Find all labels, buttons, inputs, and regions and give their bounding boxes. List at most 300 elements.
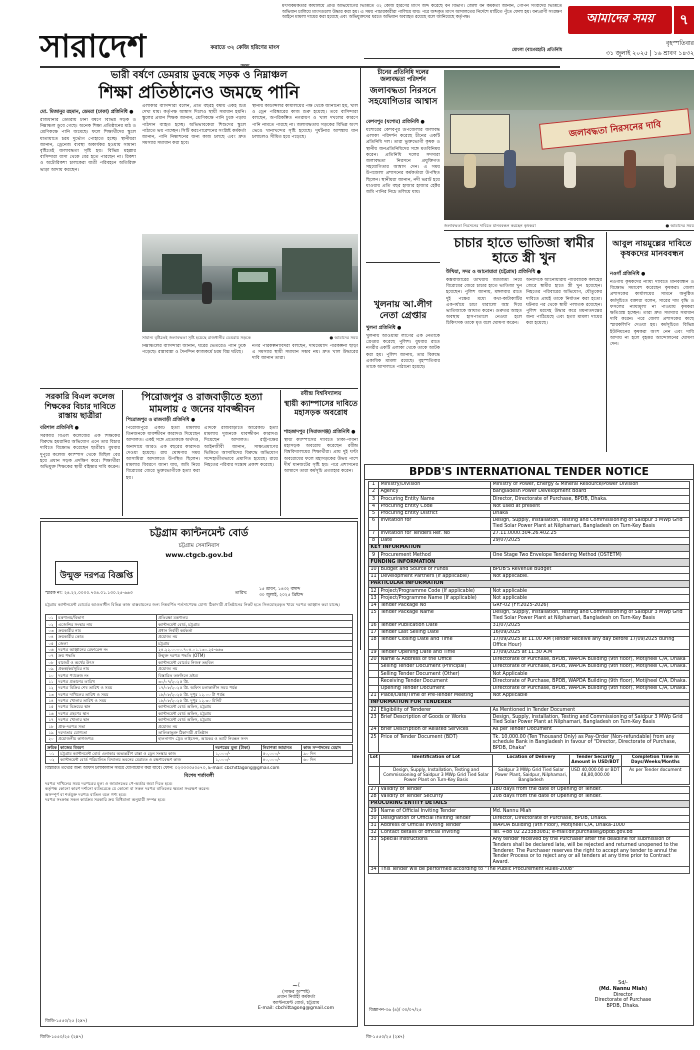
row-key: Brief Description of Goods or Works (379, 714, 491, 727)
row-value: Directorate of Purchase, BPDB, WAPDA Building (9th floor), Motijheel C/A, Dhaka (491, 656, 690, 663)
row-number: ০৭ (46, 653, 57, 659)
table-section-row (369, 700, 690, 707)
row-value: Not applicable. (491, 573, 690, 580)
table-row (369, 503, 690, 510)
flood-photo-caption: সামান্য বৃষ্টিতেই জলাবদ্ধতা সৃষ্টি হয়েছে রাজধানীর ডেমরায় সড়কে ● আমাদের সময় (142, 335, 358, 340)
row-value: বিস্তারিত তফসিলে দ্রষ্টব্য (157, 672, 353, 678)
table-header-row (369, 754, 690, 766)
table-row (369, 602, 690, 609)
row-number: ০৩ (46, 627, 57, 633)
row-value: প্রযোজ্য নয় (157, 723, 353, 729)
column-header: Identification of Lot (379, 754, 493, 766)
row-value: 27.11.0000.304.26.402.25 (491, 530, 690, 537)
murder-byline: উখিয়া, সদর ও আনোয়ারা (চট্টগ্রাম) প্রতিনিধি ● (446, 270, 541, 275)
row-key: দরপত্র দাখিলের তারিখ ও সময় (57, 691, 157, 697)
row-value: 16/09/2025 (491, 629, 690, 636)
bpdb-footer-ref: বিজ্ঞাপন-৩৬ (৪)/ ৩০/০৭/২৫ (369, 1008, 422, 1013)
protest-photo-caption: জলাবদ্ধতা নিরসনের দাবিতে মানববন্ধন করছেন কৃষকরা ● আমাদের সময় (444, 223, 694, 228)
delivery-location: Saidpur 3 MWp Grid Tied Solar Power Plant, Saidpur, Nilphamari, Bangladesh (493, 767, 570, 785)
row-key: মন্ত্রণালয়/বিভাগ (57, 615, 157, 621)
flood-cont-1: নিম্নাঞ্চলের বাসিন্দারা জানান, ঘরের ভেতরেও পানি ঢুকে পড়েছে। রান্নাবান্না ও দৈনন্দিন কাজকর্মে চরম বিঘ্ন ঘটছে। (142, 344, 246, 356)
row-value: 31/07/2025 (491, 622, 690, 629)
column-header: দরপত্রের মূল্য (টাকা) (214, 744, 261, 750)
page-number: ৭ (674, 6, 694, 34)
table-row (369, 664, 690, 671)
row-key: Validity of Tender (379, 786, 491, 793)
cantonment-date-1: ১৫ শ্রাবণ, ১৪৩২ বঙ্গাব্দ (259, 587, 301, 592)
teaser-box: করাতে ৩২ কেজি হরিণের মাংস (210, 45, 280, 51)
column-header: Lot (369, 754, 380, 766)
table-section-row (369, 559, 690, 566)
table-row (369, 727, 690, 734)
row-number: 19 (370, 650, 377, 656)
row-key: Tender Opening Date and Time (379, 649, 491, 656)
row-number: 24 (370, 727, 377, 733)
murder-col-1: কক্সবাজারের উখিয়ায় জমিজমা নিয়ে বিরোধের জেরে চাচার হাতে ভাতিজা খুন হয়েছেন। পুলিশ জানায়, মঙ্গলবার রাতে দুই পক্ষের মধ্যে কথা-কাটাকাটির একপর্যায়ে চাচা ধারালো অস্ত্র দিয়ে ভাতিজাকে আঘাত করেন। গুরুতর আহত অবস্থায় হাসপাতালে নেওয়া হলে চিকিৎসক তাকে মৃত বলে ঘোষণা করেন। (446, 278, 522, 327)
row-number: ২০ (46, 736, 57, 742)
row-value: Md. Nannu Miah (491, 808, 690, 815)
row-value: One Stage Two Envelope Tendering Method (OSTETM) (491, 552, 690, 559)
table-row (369, 866, 690, 873)
table-row (369, 496, 690, 503)
row-value: ২৪.২২.০০০০.৭০৪.০১.১৩০.২৫-৬৬৩ (157, 646, 353, 652)
cantonment-subtitle: চট্টগ্রাম সেনানিবাস (178, 543, 220, 549)
row-number: 25 (369, 734, 379, 752)
row-key: Invitation for (379, 517, 491, 530)
row-number: 20 (370, 657, 377, 663)
row-number: ১৩ (46, 691, 57, 697)
cantonment-footer-ref: জিডি-১৫৫০/২৫ (২x৭) (45, 1019, 88, 1024)
row-key: Budget and Source of Funds (379, 566, 491, 573)
row-value: প্রযোজ্য নয় (157, 634, 353, 640)
page-date: ৩১ জুলাই ২০২৫ | ১৬ শ্রাবণ ১৪৩২ (605, 50, 694, 57)
row-value: প্রধান নির্বাহী কর্মকর্তা (157, 627, 353, 633)
row-value: Directorate of Purchase, BPDB, WAPDA Building (9th floor), Motijheel C/A, Dhaka. (491, 685, 690, 692)
row-number (369, 664, 379, 671)
condition-item: দরপত্র দাখিলের সময় দরপত্রের মূল্য ও জামানতের পে-অর্ডার জমা দিতে হবে। (45, 781, 173, 787)
cantonment-tender-ad (40, 521, 358, 1027)
row-value: Design, Supply, Installation, Testing and Commissioning of Saidpur 3 MWp Grid Tied Solar Power Plant at Nilphamari, Bangladesh on Turn-Key Basis (491, 609, 690, 622)
row-key: Invitation for Tenders Ref. No (379, 530, 491, 537)
row-number (369, 671, 379, 678)
row-key: দরপত্র খোলার তারিখ ও সময় (57, 697, 157, 703)
row-value: 29/07/2025 (491, 537, 690, 544)
divider (40, 518, 358, 519)
row-key: দরপত্র খোলার স্থান (57, 717, 157, 723)
row-number: 14 (370, 602, 377, 608)
row-number: ১০ (46, 672, 57, 678)
row-number: 29 (370, 808, 377, 814)
row-key: Tender Package No (379, 602, 491, 609)
protest-kicker: চীনের প্রতিনিধি দলের জলাবদ্ধতা পরিদর্শন (377, 70, 429, 83)
table-row (369, 678, 690, 685)
table-row (369, 808, 690, 815)
column-header: Tender Security Amount in USD/BDT (571, 755, 620, 766)
row-number: 3 (369, 496, 379, 503)
row-value: 17/09/2025 at 11.00 AM (Tender Receive any day before 17/09/2025 during Office Hour) (491, 636, 690, 649)
bpdb-signature-block: Sd/- (Md. Nannu Miah) Director Directorate of Purchase BPDB, Dhaka. (594, 981, 652, 1010)
row-value: ক্যান্টনমেন্ট বোর্ড অফিস, চট্টগ্রাম (157, 717, 353, 723)
row-key: ক্রয় পদ্ধতি (57, 653, 157, 659)
row-key: দরপত্র আহ্বানের রেফারেন্স নং (57, 646, 157, 652)
column-header: Location of Delivery (493, 754, 570, 766)
row-value: BPDB'S Revenue Budget (491, 566, 690, 573)
row-number: 9 (369, 552, 379, 559)
row-number: 13 (370, 595, 377, 601)
row-number: ০২ (46, 757, 59, 763)
table-row (369, 489, 690, 496)
row-number: ১১ (46, 678, 57, 684)
rabindra-kicker: রবীন্দ্র বিশ্ববিদ্যালয় (300, 391, 342, 397)
table-section-row (369, 801, 690, 808)
column-header: নিরাপত্তা জামানত (261, 744, 302, 750)
column-header: কাজের বিবরণ (59, 744, 214, 750)
row-number: 31 (370, 823, 377, 828)
row-number: 8 (369, 537, 379, 544)
protest-photo (444, 70, 694, 220)
pirojpur-headline: পিরোজপুর ও রাজবাড়ীতে হত্যা মামলায় ৫ জনের যাবজ্জীবন (141, 392, 263, 415)
table-row (369, 767, 690, 785)
row-number: 22 (370, 707, 377, 713)
row-value: 208 days from the date of Opening of Tender. (491, 793, 690, 800)
row-key: দরদাতার যোগ্যতা (57, 729, 157, 735)
row-key: Tender Last Selling Date (379, 629, 491, 636)
row-value: WAPDA Building (9th Floor), Motijheel C/A, Dhaka-1000 (491, 822, 690, 829)
row-key: দরপত্র বিক্রির শেষ তারিখ ও সময় (57, 685, 157, 691)
row-value: 180 days from the date of Opening of Tender. (491, 786, 690, 793)
row-value: হালনাগাদ ট্রেড লাইসেন্স, আয়কর ও ভ্যাট নিবন্ধন সনদ (157, 736, 353, 742)
row-number: 30 (370, 815, 377, 821)
table-row (369, 482, 690, 489)
lot-identification: Design, Supply, Installation, Testing and Commissioning of Saidpur 3 MWp Grid Tied Solar Power Plant on Turn-Key Basis (379, 767, 493, 785)
cantonment-signature-block: ~ᶩ (সাক্ষর অস্পষ্ট) প্রধান নির্বাহী কর্মকর্তা ক্যান্টনমেন্ট বোর্ড, চট্টগ্রাম E-mail: cbchittagong@gmail.com (241, 984, 351, 1012)
table-section-row (369, 581, 690, 588)
condition-item: কর্তৃপক্ষ কোনো কারণ দর্শানো ব্যতিরেকে যে কোনো বা সকল দরপত্র বাতিলের ক্ষমতা সংরক্ষণ করেন। (45, 786, 210, 792)
row-key: Receiving Tender Document (379, 678, 491, 685)
row-value: Design, Supply, Installation, Testing and Commissioning of Saidpur 3 MWp Grid Tied Solar Power Plant at Nilphamari, Bangladesh on Turn-Key Basis (491, 517, 690, 530)
security-amount: ৪০,০০০/- (261, 757, 302, 763)
row-number: 7 (369, 530, 379, 537)
row-value: 17/09/2025 at 11.30 A.M (491, 649, 690, 656)
cantonment-memo: স্মারক নং: ২৪.২২.০০০০.৭০৪.০১.১৩০.২৫-৬৬৩ (45, 591, 133, 596)
row-value: Director, Directorate of Purchase, BPDB, Dhaka. (491, 815, 690, 822)
row-value: Not used at present (491, 503, 690, 510)
row-value: Dhaka (491, 510, 690, 517)
row-value: ক্যান্টনমেন্ট বোর্ড অফিস, চট্টগ্রাম (157, 704, 353, 710)
row-number: 2 (369, 489, 379, 496)
row-value: Ministry of Power, Energy & Mineral Resource/Power Division (491, 482, 690, 489)
row-value: Not applicable (491, 588, 690, 595)
cantonment-date-2: ৩০ জুলাই, ২০২৫ খ্রিষ্টাব্দ (259, 593, 304, 598)
row-value: Design, Supply, Installation, Testing and Commissioning of Saidpur 3 MWp Grid Tied Solar Power Plant at Nilphamari, Bangladesh on Turn-Key Basis (491, 714, 690, 727)
pirojpur-col-2: এদিকে রাজবাড়ীতে আরেকটি হত্যা মামলায় দুজনকে যাবজ্জীবন কারাদণ্ড দিয়েছেন আদালত। রাষ্ট্রপক্ষের আইনজীবী জানান, সাক্ষ্যপ্রমাণের ভিত্তিতে আসামিদের বিরুদ্ধে অভিযোগ সন্দেহাতীতভাবে প্রমাণিত হয়েছে। রায়ে নিহতের পরিবার সন্তোষ প্রকাশ করেছে। (204, 426, 278, 469)
cantonment-contact: বিস্তারিত তথ্যের জন্য অফিস চলাকালীন সময়ে যোগাযোগ করা যাবে। ফোন: ০২৩৩৩৩৫০৫৭০, E-mail: cbchittagong@gmail.com (45, 765, 280, 771)
row-number: ০৬ (46, 646, 57, 652)
khulna-headline: খুলনায় আ.লীগ নেতা গ্রেপ্তার (373, 300, 433, 321)
row-number: ০৯ (46, 666, 57, 672)
table-row (369, 636, 690, 649)
pirojpur-col-1: পিরোজপুরে একটি হত্যা মামলায় তিনজনকে যাবজ্জীবন কারাদণ্ড দিয়েছেন আদালত। একই সঙ্গে প্রত্যেককে অর্থদণ্ড, অনাদায়ে আরও এক বছরের কারাদণ্ড দেওয়া হয়েছে। রায় ঘোষণার সময় আসামিরা আদালতে উপস্থিত ছিলেন। মামলার বিবরণে জানা যায়, জমি নিয়ে বিরোধের জেরে ভুক্তভোগীকে হত্যা করা হয়। (126, 426, 200, 481)
row-number: 1 (369, 482, 379, 489)
table-row (369, 530, 690, 537)
newspaper-logo: আমাদের সময় (568, 6, 672, 34)
row-value: Tk. 10,000.00 (Ten Thousand Only) as Pay-Order (Non-refundable) from any schedule Bank in Bangladesh in favour of "Director, Directorate of Purchase, BPDB, Dhaka" (491, 734, 690, 752)
row-number: ০১ (46, 615, 57, 621)
protest-banner: জলাবদ্ধতা নিরসনের দাবি (539, 108, 691, 150)
rabindra-body: স্থায়ী ক্যাম্পাসের দাবিতে ঢাকা-পাবনা মহাসড়ক অবরোধ করেছেন রবীন্দ্র বিশ্ববিদ্যালয়ের শিক্ষার্থীরা। প্রায় দুই ঘণ্টা অবরোধের ফলে মহাসড়কের উভয় পাশে দীর্ঘ যানজটের সৃষ্টি হয়। পরে প্রশাসনের আশ্বাসে তারা কর্মসূচি প্রত্যাহার করেন। (284, 438, 358, 475)
row-key: Procuring Entity District (379, 510, 491, 517)
row-key: ক্রয়কারীর নাম (57, 627, 157, 633)
row-key: দরপত্র প্যাকেজ নং (57, 672, 157, 678)
row-number: ১৫ (46, 704, 57, 710)
row-number: 11 (370, 574, 377, 580)
row-value: চট্টগ্রাম (157, 640, 353, 646)
row-key: Selling Tender Document (Principal) (379, 664, 491, 671)
row-key: Date (379, 537, 491, 544)
security-amount: ৫০,০০০/- (261, 750, 302, 756)
row-number: ১৮ (46, 723, 57, 729)
row-value: ১৭/০৮/২০২৫ খ্রি. অফিস চলাকালীন সময় পর্যন্ত (157, 685, 353, 691)
table-row (369, 566, 690, 573)
table-row (369, 822, 690, 829)
row-key: Name & Address of the Office (379, 656, 491, 663)
divider (122, 390, 123, 516)
rabindra-byline: শাহজাদপুর (সিরাজগঞ্জ) প্রতিনিধি ● (284, 430, 356, 435)
row-value: Not Applicable (491, 692, 690, 699)
row-key: Contact details of official Inviting (379, 829, 491, 836)
row-number: 33 (369, 837, 379, 867)
cantonment-notice-heading: উন্মুক্ত দরপত্র বিজ্ঞপ্তি (55, 561, 138, 585)
row-value: Not Applicable (491, 671, 690, 678)
row-number: 23 (369, 714, 379, 727)
table-row (369, 629, 690, 636)
row-value: Bangladesh Power Development Board (491, 489, 690, 496)
divider (606, 232, 607, 452)
row-number: 15 (369, 609, 379, 622)
table-row (369, 649, 690, 656)
table-row (369, 837, 690, 867)
row-key: Address of Official Inviting Tender (379, 822, 491, 829)
row-number: ১৬ (46, 710, 57, 716)
bpdb-title: BPDB'S INTERNATIONAL TENDER NOTICE (365, 465, 693, 480)
section-label: PROCURING ENTITY DETAILS (369, 801, 690, 808)
section-label: PARTICULAR INFORMATION (369, 581, 690, 588)
row-key: জেলা (57, 640, 157, 646)
section-label: FUNDING INFORMATION (369, 559, 690, 566)
cantonment-works-table (45, 744, 353, 764)
row-value: Not applicable (491, 595, 690, 602)
column-header: ক্রমিক (47, 744, 57, 750)
row-number: 32 (370, 830, 377, 836)
row-number: ১৭ (46, 717, 57, 723)
protest-byline: কেশবপুর (যশোর) প্রতিনিধি ● (366, 120, 425, 125)
row-key: Procuring Entity Name (379, 496, 491, 503)
flood-col-2: এলাকার বাসিন্দারা বলেন, প্রতি বছরই বর্ষায় একই চিত্র দেখা যায়। কর্তৃপক্ষ আশ্বাস দিলেও স্থায়ী সমাধান হয়নি। স্কুলের প্রধান শিক্ষক জানান, শ্রেণিকক্ষে পানি ঢুকে পড়ায় পাঠদান ব্যাহত হচ্ছে। অভিভাবকেরা শিশুদের স্কুলে পাঠাতে ভয় পাচ্ছেন। সিটি করপোরেশনের সংশ্লিষ্ট কর্মকর্তা জানান, পানি নিষ্কাশনের জন্য কাজ চলছে এবং দ্রুত সমস্যার সমাধান করা হবে। (142, 104, 246, 147)
row-key: Special Instructions (379, 837, 491, 867)
row-number: ০৫ (46, 640, 57, 646)
row-number: 6 (369, 517, 379, 530)
student-body: সরকারি বিএল কলেজের এক শিক্ষকের বিরুদ্ধে হয়রানির অভিযোগ এনে তার বিচার দাবিতে বিক্ষোভ করেছেন ছাত্রীরা। বুধবার দুপুরে কলেজ ক্যাম্পাস থেকে মিছিল বের হয়ে প্রধান সড়ক প্রদক্ষিণ করে। শিক্ষার্থীরা অভিযুক্ত শিক্ষকের স্থায়ী বহিষ্কার দাবি করেন। (40, 434, 120, 471)
divider (40, 388, 358, 389)
row-key: প্রয়োজনীয় কাগজপত্র (57, 736, 157, 742)
row-value: ক্যান্টনমেন্ট বোর্ড, চট্টগ্রাম (157, 621, 353, 627)
table-row (369, 793, 690, 800)
table-row (369, 609, 690, 622)
abul-byline: নওগাঁ প্রতিনিধি ● (610, 272, 646, 277)
work-description: চট্টগ্রাম ক্যান্টনমেন্ট বোর্ড এলাকার অভ্যন্তরীণ রাস্তা ও ড্রেন সংস্কার কাজ (59, 750, 214, 756)
table-row (369, 734, 690, 752)
completion-time: ৬০ দিন (302, 757, 353, 763)
khulna-body: খুলনায় আওয়ামী লীগের এক নেতাকে গ্রেপ্তার করেছে পুলিশ। বুধবার রাতে নগরীর একটি এলাকা থেকে তাকে আটক করা হয়। পুলিশ জানায়, তার বিরুদ্ধে একাধিক মামলা রয়েছে। বৃহস্পতিবার তাকে আদালতে পাঠানো হয়েছে। (366, 334, 440, 371)
completion-time: As per Tender document (621, 767, 689, 785)
row-number: 21 (370, 693, 377, 699)
row-key: This Tender will be performed according to "The Public Procurement Rules-2008" (379, 866, 690, 873)
table-row (369, 537, 690, 544)
table-row (369, 829, 690, 836)
condition-item: দরপত্র সংক্রান্ত সকল কার্যক্রম সরকারি ক্রয় বিধিমালা অনুযায়ী সম্পন্ন হবে। (45, 796, 166, 802)
cantonment-website[interactable]: www.ctgcb.gov.bd (165, 551, 233, 559)
murder-col-2: অন্যদিকে আনোয়ারায় পারিবারিক কলহের জেরে স্বামীর হাতে স্ত্রী খুন হয়েছেন। নিহতের পরিবারের অভিযোগ, যৌতুকের দাবিতে প্রায়ই তাকে নির্যাতন করা হতো। ঘটনার পর থেকে স্বামী পলাতক রয়েছেন। পুলিশ মরদেহ উদ্ধার করে ময়নাতদন্তের জন্য পাঠিয়েছে এবং হত্যা মামলা দায়ের করা হয়েছে। (526, 278, 602, 327)
row-key: Procurement Method (379, 552, 491, 559)
row-value: ক্যান্টনমেন্ট বোর্ডের নিজস্ব তহবিল (157, 659, 353, 665)
condition-item: অসম্পূর্ণ বা শর্তযুক্ত দরপত্র বাতিল বলে গণ্য হবে। (45, 791, 127, 797)
row-key: Validity of Tender Security (379, 793, 491, 800)
bottom-left-ref: জিডি-১৫৫০/২৫ (২x৭) (40, 1035, 83, 1040)
row-key: প্রকল্প/কর্মসূচির নাম (57, 666, 157, 672)
cantonment-date-label: তারিখ: (235, 591, 248, 596)
student-byline: বরিশাল প্রতিনিধি ● (40, 426, 79, 431)
row-key: Development Partners (If applicable) (379, 573, 491, 580)
cantonment-title: চট্টগ্রাম ক্যান্টনমেন্ট বোর্ড (149, 528, 249, 539)
row-number: 34 (370, 866, 377, 872)
row-value: প্রযোজ্য নয় (157, 666, 353, 672)
row-value: Director, Directorate of Purchase, BPDB, Dhaka. (491, 496, 690, 503)
masthead-rule (40, 66, 560, 68)
signature-graphic: ~ᶩ (292, 982, 300, 990)
abul-headline: আবুল নায়মুল্লের দাবিতে কৃষকদের মানববন্ধন (612, 238, 692, 258)
column-header: Completion Time in Days/Weeks/Months (621, 754, 689, 766)
row-value: As Mentioned in Tender Document (491, 707, 690, 714)
divider (280, 390, 281, 516)
row-number: ১২ (46, 685, 57, 691)
completion-time: ৯০ দিন (302, 750, 353, 756)
table-row (369, 622, 690, 629)
row-value: ১৮/০৮/২০২৫ খ্রি. দুপুর ১২.৩০ মিনিট (157, 697, 353, 703)
masthead-rule-right (364, 58, 694, 59)
row-number: 17 (370, 630, 377, 636)
row-key: Agency (379, 489, 491, 496)
row-number (369, 685, 379, 692)
row-number: ১৯ (46, 729, 57, 735)
row-key: Project/Programme Name (If applicable) (379, 595, 491, 602)
divider (444, 230, 694, 231)
row-number: ০৪ (46, 634, 57, 640)
bpdb-lot-table (368, 754, 690, 785)
tender-price: ১,০০০/- (214, 750, 261, 756)
row-number: 16 (370, 622, 377, 628)
row-value: As per Tender Document (491, 727, 690, 734)
table-row (369, 552, 690, 559)
table-row (369, 588, 690, 595)
section-label: KEY INFORMATION (369, 545, 690, 552)
row-key: দরপত্র বিক্রয়ের স্থান (57, 704, 157, 710)
divider (366, 262, 440, 263)
divider (360, 68, 361, 650)
table-row (369, 707, 690, 714)
table-row (369, 786, 690, 793)
murder-headline: চাচার হাতে ভাতিজা স্বামীর হাতে স্ত্রী খুন (454, 236, 594, 266)
row-number: 18 (369, 636, 379, 649)
rabindra-headline: স্থায়ী ক্যাম্পাসের দাবিতে মহাসড়ক অবরোধ (284, 399, 358, 418)
row-number: 10 (370, 566, 377, 572)
bpdb-tender-ad (364, 464, 694, 1026)
bpdb-table (368, 481, 690, 753)
student-headline: সরকারি বিএল কলেজ শিক্ষকের বিচার দাবিতে রাস্তায় ছাত্রীরা (44, 392, 116, 421)
table-row (369, 815, 690, 822)
row-key: Designation of Official Inviting Tender (379, 815, 491, 822)
table-row (369, 692, 690, 699)
section-title: সারাদেশ (40, 27, 146, 65)
protest-body: যশোরের কেশবপুর উপজেলার জলাবদ্ধ এলাকা পরিদর্শন করেছে চীনের একটি প্রতিনিধি দল। তারা ভুক্তভোগী কৃষক ও স্থানীয় জনপ্রতিনিধিদের সঙ্গে মতবিনিময় করেন। প্রতিনিধি দলের সদস্যরা জলাবদ্ধতা নিরসনে প্রযুক্তিগত সহযোগিতার আশ্বাস দেন। এ সময় উপজেলা প্রশাসনের কর্মকর্তারা উপস্থিত ছিলেন। স্থানীয়রা জানান, নদী ভরাট হয়ে যাওয়ায় প্রতি বছর হাজার হাজার হেক্টর জমি পানির নিচে তলিয়ে যায়। (366, 128, 440, 196)
row-key: Procuring Entity Code (379, 503, 491, 510)
table-row (369, 714, 690, 727)
flood-col-3: স্থানীয় কাউন্সিলর কার্যালয়ের পক্ষ থেকে জানানো হয়, খাল ও ড্রেন পরিষ্কারের কাজ শুরু হয়েছে। তবে বাসিন্দারা বলছেন, অপরিকল্পিত নগরায়ণ ও খাল দখলের কারণে পানি নামতে পারছে না। জলাবদ্ধতায় সড়কের বিভিন্ন অংশ ভেঙে খানাখন্দের সৃষ্টি হয়েছে। দুর্ঘটনার আশঙ্কায় যান চলাচলও সীমিত হয়ে পড়েছে। (252, 104, 358, 141)
row-value: প্রতিরক্ষা মন্ত্রণালয় (157, 615, 353, 621)
row-value: Any tender received by the Purchaser after the deadline for submission of Tenders shall be declared late, will be rejected and returned unopened to the Tenderer. The Purchaser reserves the right to accept any tender to annul the Tender Process or to reject any or all tenders at any time prior to Contract Award. (491, 837, 690, 867)
row-key: Place/Date/Time of Pre-Tender Meeting (379, 692, 491, 699)
table-row (369, 671, 690, 678)
pirojpur-byline: পিরোজপুর ও রাজবাড়ী প্রতিনিধি ● (126, 418, 196, 423)
table-section-row (369, 545, 690, 552)
flood-col-1: রাজধানীর ডেমরায় টানা বর্ষণে বিভিন্ন সড়ক ও নিম্নাঞ্চল ডুবে গেছে। অনেক শিক্ষা প্রতিষ্ঠানের মাঠ ও শ্রেণিকক্ষে পানি জমেছে। ফলে শিক্ষার্থীদের স্কুলে যাতায়াতে চরম দুর্ভোগ পোহাতে হচ্ছে। স্থানীয়রা জানান, ড্রেনেজ ব্যবস্থা অকার্যকর হওয়ায় সামান্য বৃষ্টিতেই জলাবদ্ধতা সৃষ্টি হয়। বিভিন্ন মহল্লার বাসিন্দারা বাসা থেকে বের হতে পারছেন না। রিকশা ও অটোরিকশা চালকেরা যাত্রী পরিবহনে অতিরিক্ত ভাড়া আদায় করছেন। (40, 118, 136, 173)
row-number: ০২ (46, 621, 57, 627)
row-key: Tender Publication Date (379, 622, 491, 629)
tender-price: ১,০০০/- (214, 757, 261, 763)
row-value: Directorate of Purchase, BPDB, WAPDA Building (9th floor), Motijheel C/A, Dhaka. (491, 678, 690, 685)
row-key: Tender Closing Date and Time (379, 636, 491, 649)
row-value: উন্মুক্ত দরপত্র পদ্ধতি (OTM) (157, 653, 353, 659)
table-row (369, 510, 690, 517)
row-number: ১৪ (46, 697, 57, 703)
row-number: 28 (370, 794, 377, 800)
bottom-right-ref: জি-১৫৫০/২৫ (২x৭) (366, 1035, 405, 1040)
row-key: Project/Programme Code (If applicable) (379, 588, 491, 595)
row-number (369, 678, 379, 685)
top-story: মৎস্যকর্মকর্তার কার্যালয়ে প্রাপ্ত অভিযোগের ভিত্তিতে ৩২ কেজি হরিণের মাংস জব্দ করেছে বন বিভাগ। জেলা বন কর্মকর্তা জানান, গোপন সংবাদের ভিত্তিতে অভিযান চালিয়ে মাংসগুলো উদ্ধার করা হয়। এ সময় পাচারকারীরা পালিয়ে যায়। পরে জব্দকৃত মাংস আদালতের নির্দেশে মাটিতে পুঁতে ফেলা হয়। বন্যপ্রাণী সংরক্ষণ আইনে মামলা দায়ের করা হয়েছে এবং অভিযুক্তদের ধরতে অভিযান অব্যাহত রয়েছে বলে জানিয়েছে কর্তৃপক্ষ। মোংলা (বাগেরহাট) প্রতিনিধি (282, 4, 562, 53)
row-value: ক্যান্টনমেন্ট বোর্ড অফিস, চট্টগ্রাম (157, 710, 353, 716)
flood-cont-2: নগর পরিকল্পনাবিদরা বলছেন, দীর্ঘমেয়াদি পরিকল্পনা ছাড়া এ সমস্যার স্থায়ী সমাধান সম্ভব নয়। দ্রুত খাল উদ্ধারের দাবি জানান তারা। (252, 344, 358, 362)
row-key: দরপত্র প্রকাশের তারিখ (57, 678, 157, 684)
row-number: 5 (369, 510, 379, 517)
row-key: Ministry/Division (379, 482, 491, 489)
row-key: Brief Description of Related Services (379, 727, 491, 734)
table-row (369, 595, 690, 602)
row-value: GRF-02 (FY:2025-2026) (491, 602, 690, 609)
column-header: কাজ সম্পাদনের মেয়াদ (302, 744, 353, 750)
flood-byline: মো. মিজানুর রহমান, ডেমরা (ঢাকা) প্রতিনিধি ● (40, 110, 134, 115)
cantonment-intro: চট্টগ্রাম ক্যান্টনমেন্ট বোর্ডের আওতাধীন বিভিন্ন কাজ বাস্তবায়নের জন্য নিম্নবর্ণিত শর্তসাপেক্ষে যোগ্য ঠিকাদারী প্রতিষ্ঠানের নিকট হতে সিলমোহরকৃত খামে দরপত্র আহ্বান করা যাচ্ছে। (45, 602, 341, 607)
row-key: এজেন্সির সংস্থার নাম (57, 621, 157, 627)
abul-body: নওগাঁয় কৃষকদের ন্যায্য দাবিতে মানববন্ধন ও বিক্ষোভ সমাবেশ করেছেন কৃষকরা। জেলা প্রশাসকের কার্যালয়ের সামনে অনুষ্ঠিত কর্মসূচিতে বক্তারা বলেন, সারের দাম বৃদ্ধি ও ফসলের ন্যায্যমূল্য না পাওয়ায় কৃষকরা ক্ষতিগ্রস্ত হচ্ছেন। তারা দ্রুত সমস্যার সমাধান দাবি করেন। পরে জেলা প্রশাসকের কাছে স্মারকলিপি দেওয়া হয়। কর্মসূচিতে বিভিন্ন ইউনিয়নের কৃষকরা অংশ নেন এবং দাবি আদায় না হলে বৃহত্তর আন্দোলনের ঘোষণা দেন। (610, 280, 694, 348)
row-key: Name of Official Inviting Tender (379, 808, 491, 815)
flood-photo (142, 234, 358, 332)
table-row (369, 573, 690, 580)
table-row (46, 757, 353, 763)
row-key: বাজেট ও অর্থের উৎস (57, 659, 157, 665)
row-number: 27 (370, 787, 377, 793)
work-description: ক্যান্টনমেন্ট বোর্ড পরিচালিত বিদ্যালয় ভবনের মেরামত ও রক্ষণাবেক্ষণ কাজ (59, 757, 214, 763)
row-number: 4 (369, 503, 379, 510)
